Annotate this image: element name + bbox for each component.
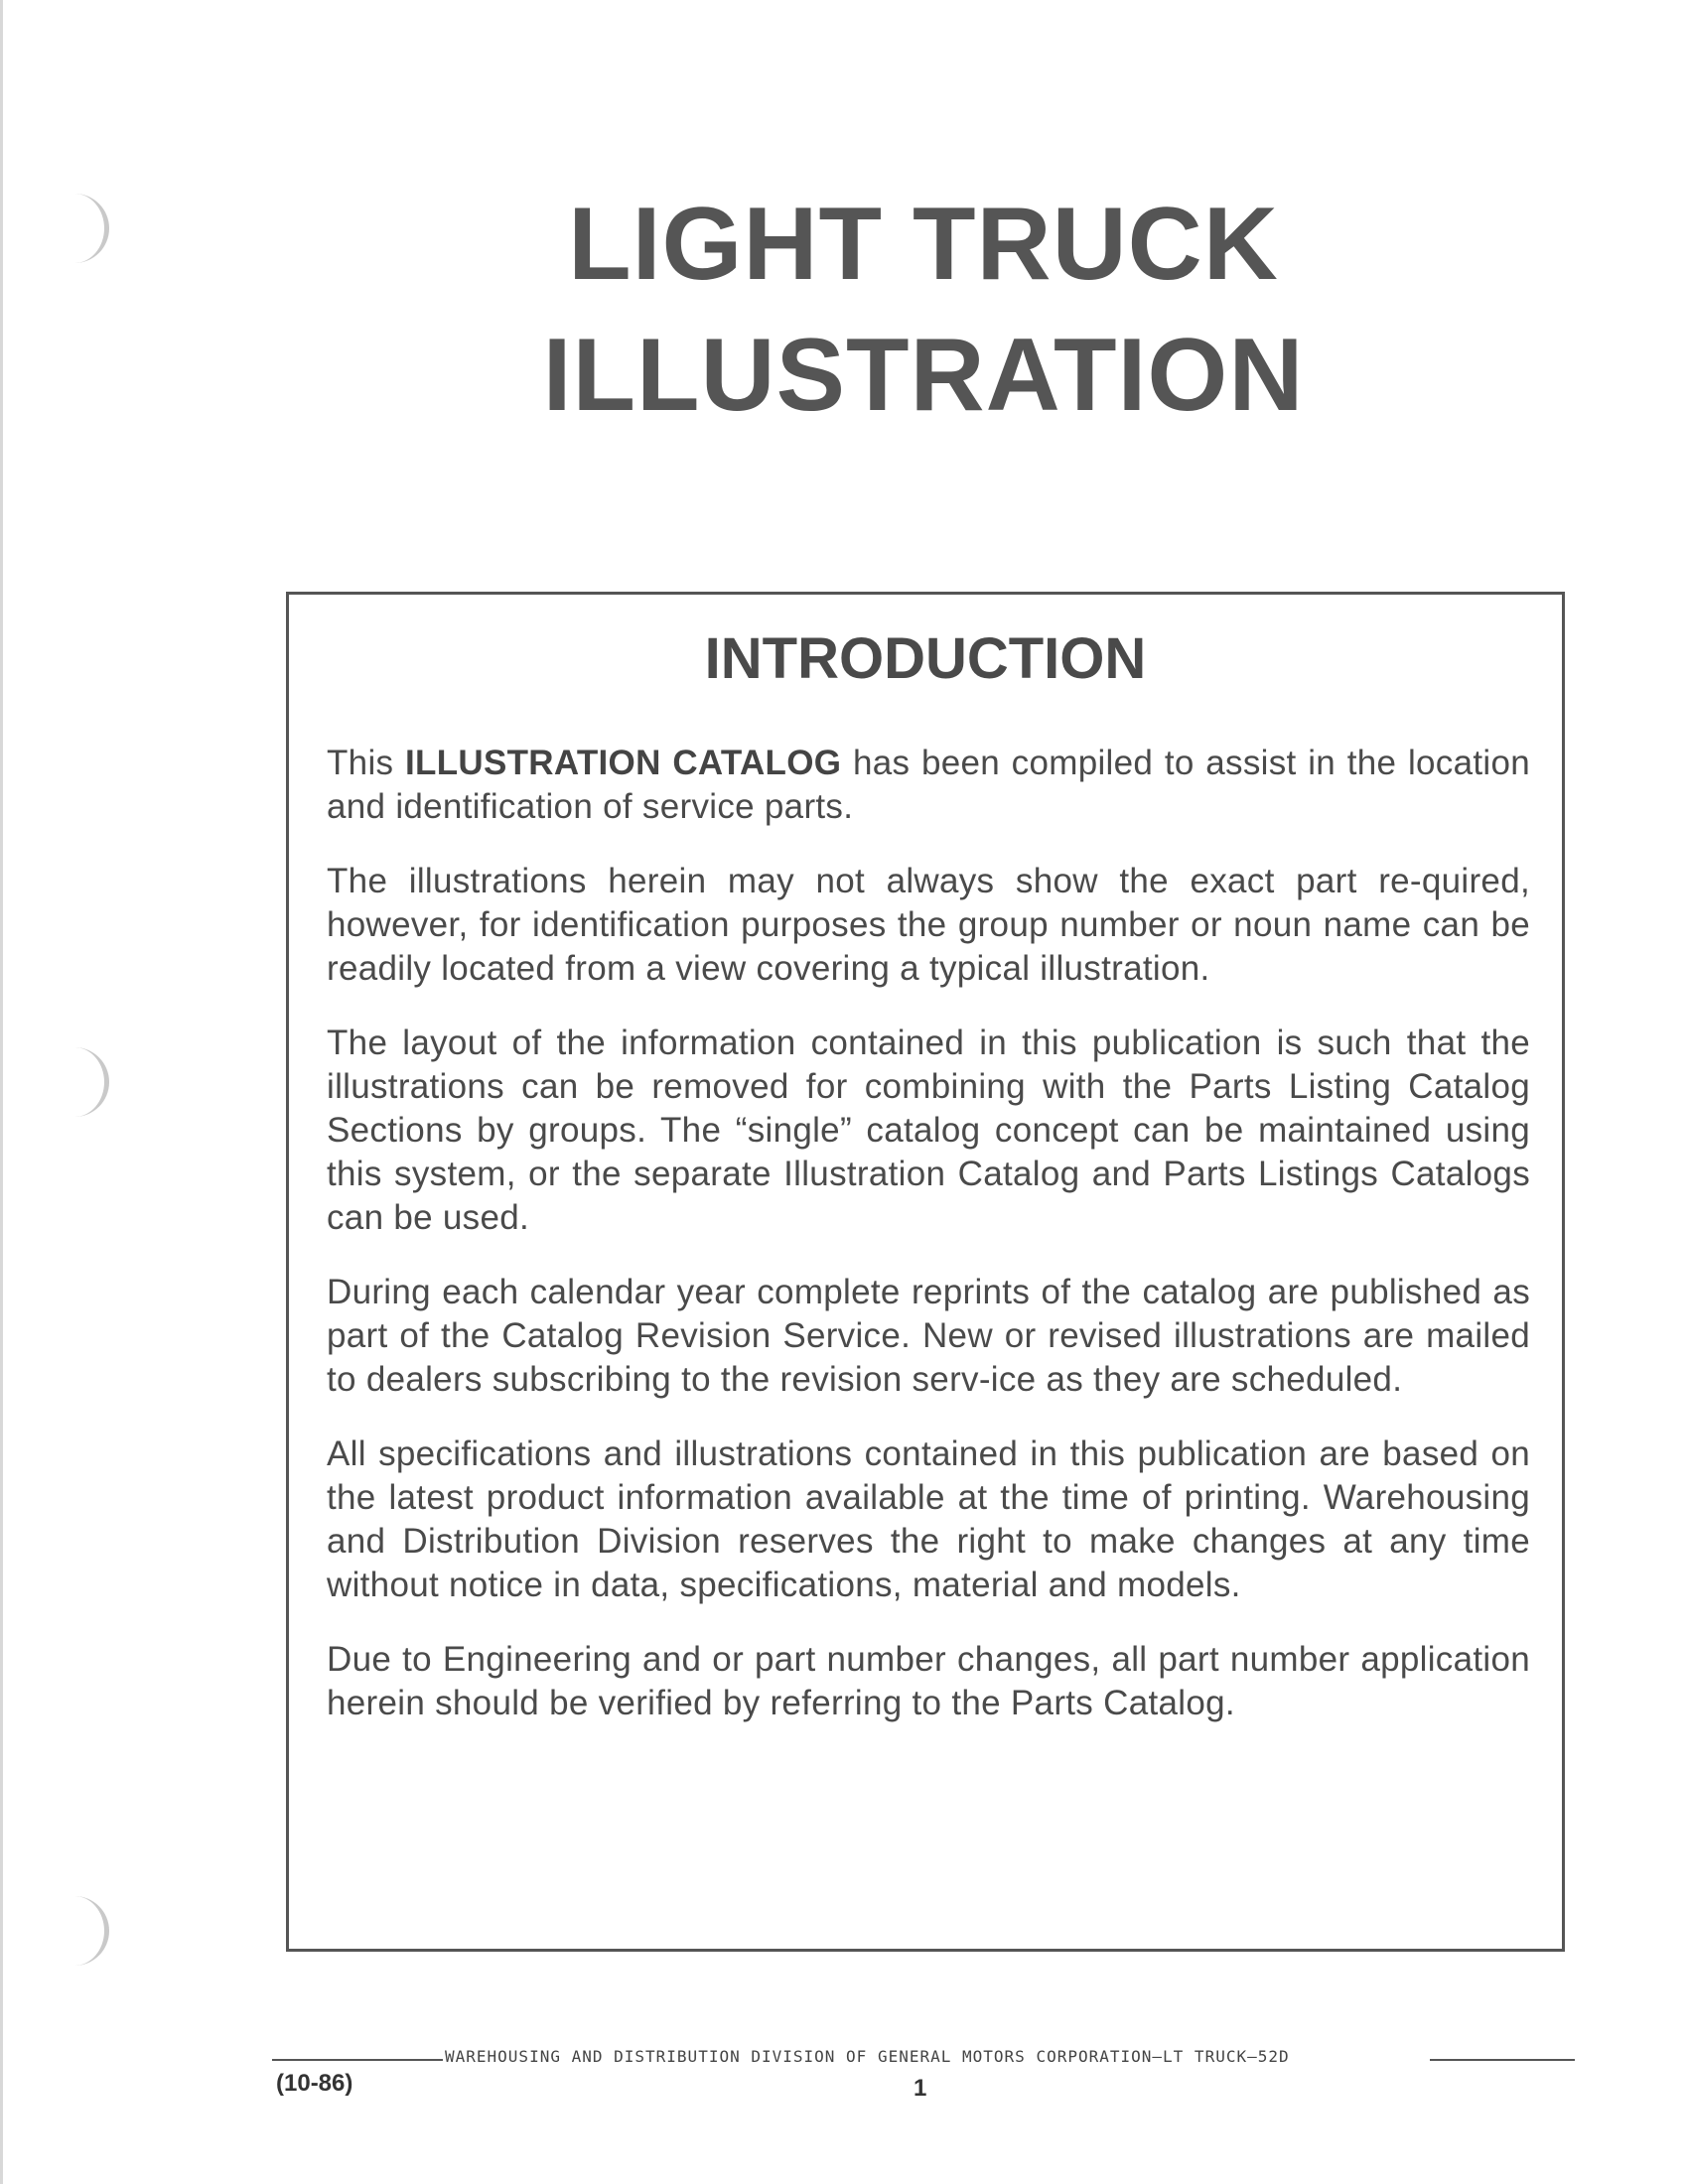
punch-hole-mark xyxy=(70,1896,109,1966)
introduction-body xyxy=(327,742,1530,1756)
intro-paragraph-6: Due to Engineering and or part number changes, all part number application herein should be verified by referring to the Parts Catalog. xyxy=(327,1640,1530,1722)
page-number: 1 xyxy=(914,2075,927,2102)
footer-rule-right xyxy=(1430,2059,1575,2061)
intro-paragraph-4: During each calendar year complete reprints of the catalog are published as part of the Catalog Revision Service. New or revised illustrations are mailed to dealers subscribing to the revision serv-ice as they are scheduled. xyxy=(327,1273,1530,1399)
intro-paragraph-1 xyxy=(327,742,1530,829)
footer-revision-date: (10-86) xyxy=(276,2070,353,2097)
punch-hole-mark xyxy=(70,194,109,263)
intro-p1-lead: This xyxy=(327,744,405,782)
intro-p1-emphasis: ILLUSTRATION CATALOG xyxy=(405,744,842,782)
footer-publisher-line: WAREHOUSING AND DISTRIBUTION DIVISION OF GENERAL MOTORS CORPORATION—LT TRUCK—52D xyxy=(445,2047,1290,2066)
footer-rule-left xyxy=(272,2059,443,2061)
intro-paragraph-5: All specifications and illustrations contained in this publication are based on the latest product information available at the time of printing. Warehousing and Distribution Division reserves the right to make changes at any time without notice in data, specifications, material and models. xyxy=(327,1434,1530,1604)
intro-paragraph-3: The layout of the information contained in this publication is such that the illustrations can be removed for combining with the Parts Listing Catalog Sections by groups. The “single” catalog concept can be maintained using this system, or the separate Illustration Catalog and Parts Listings Catalogs can be used. xyxy=(327,1024,1530,1237)
punch-hole-mark xyxy=(70,1047,109,1117)
intro-p1-rest: has been compiled to assist in the location and identification of service parts. xyxy=(327,744,1530,826)
intro-paragraph-2: The illustrations herein may not always show the exact part re-quired, however, for identification purposes the group number or noun name can be readily located from a view covering a typical illustration. xyxy=(327,862,1530,988)
introduction-box xyxy=(286,592,1565,1952)
title-line-1: LIGHT TRUCK xyxy=(568,187,1279,302)
page-title xyxy=(298,179,1549,441)
title-line-2: ILLUSTRATION xyxy=(542,318,1305,433)
introduction-heading: INTRODUCTION xyxy=(704,626,1147,691)
binder-edge xyxy=(0,0,3,2184)
